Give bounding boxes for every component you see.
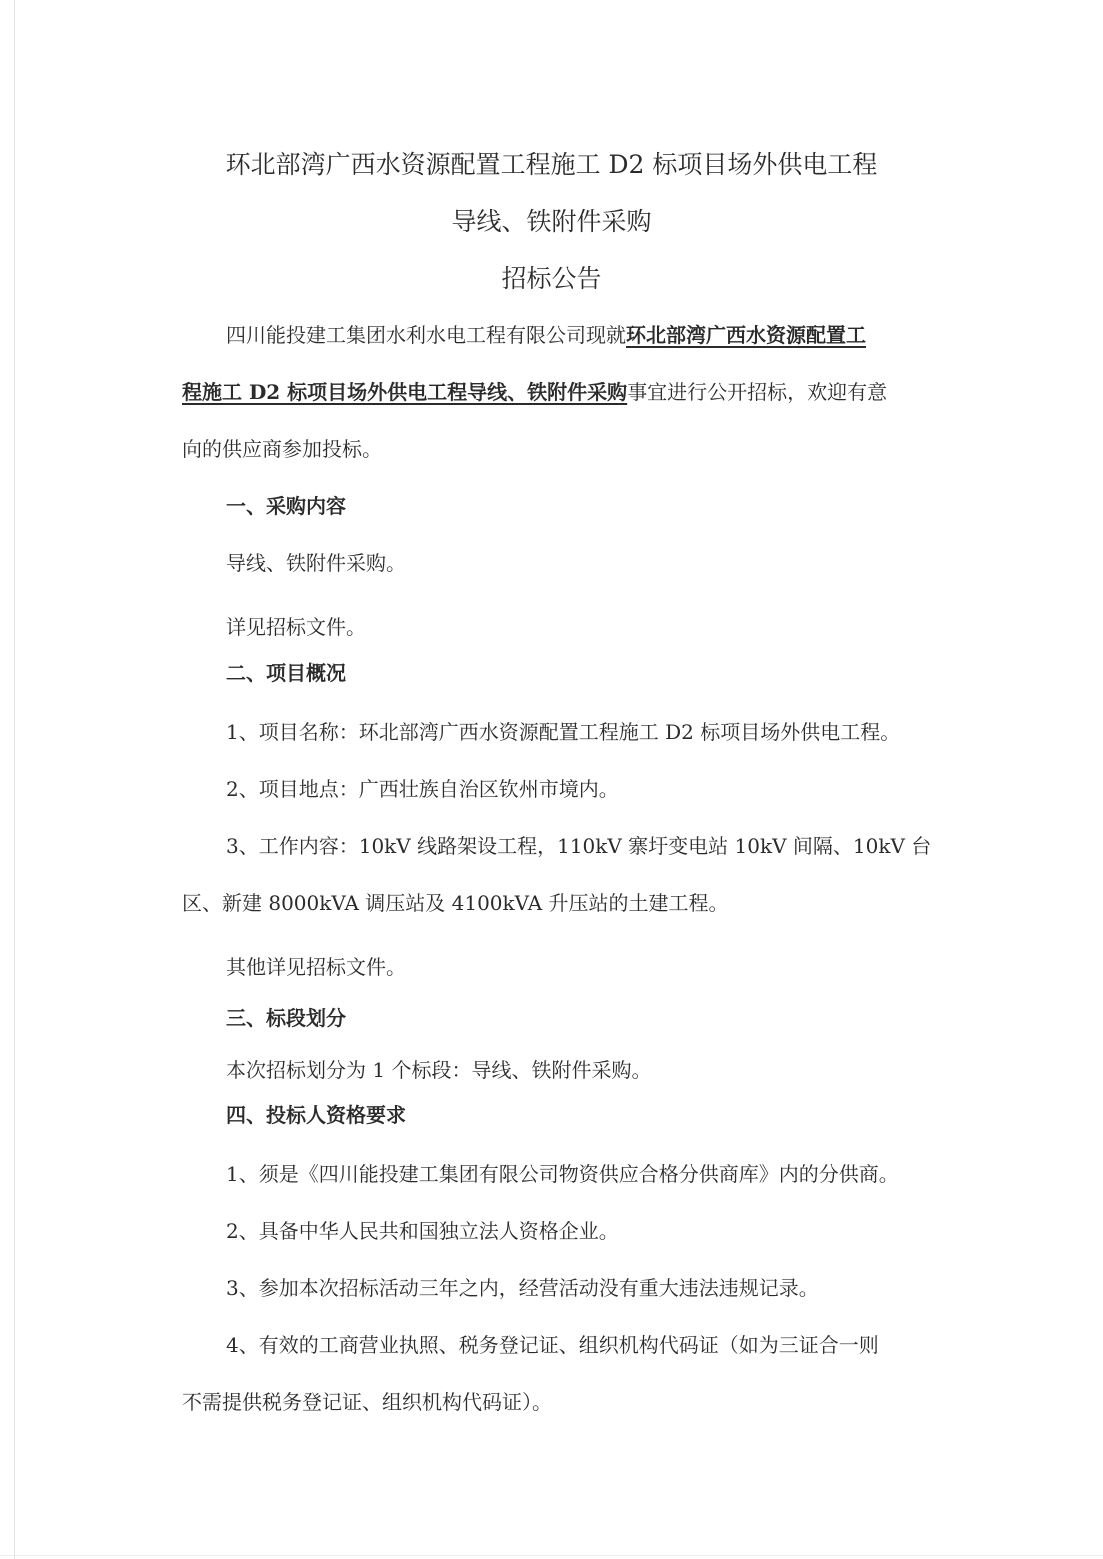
section-3-paragraph-1: 本次招标划分为 1 个标段：导线、铁附件采购。: [226, 1058, 652, 1082]
title-line-1: 环北部湾广西水资源配置工程施工 D2 标项目场外供电工程: [225, 150, 878, 179]
section-4-heading: 四、投标人资格要求: [226, 1103, 406, 1127]
intro-line-1: [226, 325, 866, 345]
section-4-item-4-line-1: 4、有效的工商营业执照、税务登记证、组织机构代码证（如为三证合一则: [226, 1333, 879, 1357]
section-2-item-2: 2、项目地点：广西壮族自治区钦州市境内。: [226, 777, 619, 801]
intro-project-name-part-1: 环北部湾广西水资源配置工: [626, 323, 866, 347]
section-2-heading: 二、项目概况: [226, 661, 346, 685]
scan-bottom-edge: [0, 1555, 1103, 1556]
section-1-paragraph-1: 导线、铁附件采购。: [226, 551, 406, 575]
section-2-item-1: 1、项目名称：环北部湾广西水资源配置工程施工 D2 标项目场外供电工程。: [226, 720, 901, 744]
section-4-item-4-line-2: 不需提供税务登记证、组织机构代码证）。: [182, 1390, 552, 1414]
title-line-3: 招标公告: [501, 264, 602, 293]
section-4-item-2: 2、具备中华人民共和国独立法人资格企业。: [226, 1219, 619, 1243]
section-4-item-1: 1、须是《四川能投建工集团有限公司物资供应合格分供商库》内的分供商。: [226, 1162, 899, 1186]
title-line-2: 导线、铁附件采购: [451, 207, 652, 236]
section-4-item-3: 3、参加本次招标活动三年之内，经营活动没有重大违法违规记录。: [226, 1276, 819, 1300]
section-1-paragraph-2: 详见招标文件。: [226, 615, 366, 639]
intro-line-2-text: 事宜进行公开招标，欢迎有意: [627, 380, 888, 404]
intro-line-1-text: 四川能投建工集团水利水电工程有限公司现就: [226, 323, 626, 347]
section-2-item-3-line-1: 3、工作内容：10kV 线路架设工程，110kV 寨圩变电站 10kV 间隔、10kV 台: [226, 834, 932, 858]
section-3-heading: 三、标段划分: [226, 1006, 346, 1030]
intro-line-3: 向的供应商参加投标。: [182, 437, 382, 461]
section-2-item-3-line-2: 区、新建 8000kVA 调压站及 4100kVA 升压站的土建工程。: [182, 891, 729, 915]
section-1-heading: 一、采购内容: [226, 494, 346, 518]
intro-project-name-part-2: 程施工 D2 标项目场外供电工程导线、铁附件采购: [182, 380, 628, 404]
section-2-other: 其他详见招标文件。: [226, 955, 406, 979]
intro-line-2: [182, 382, 887, 402]
